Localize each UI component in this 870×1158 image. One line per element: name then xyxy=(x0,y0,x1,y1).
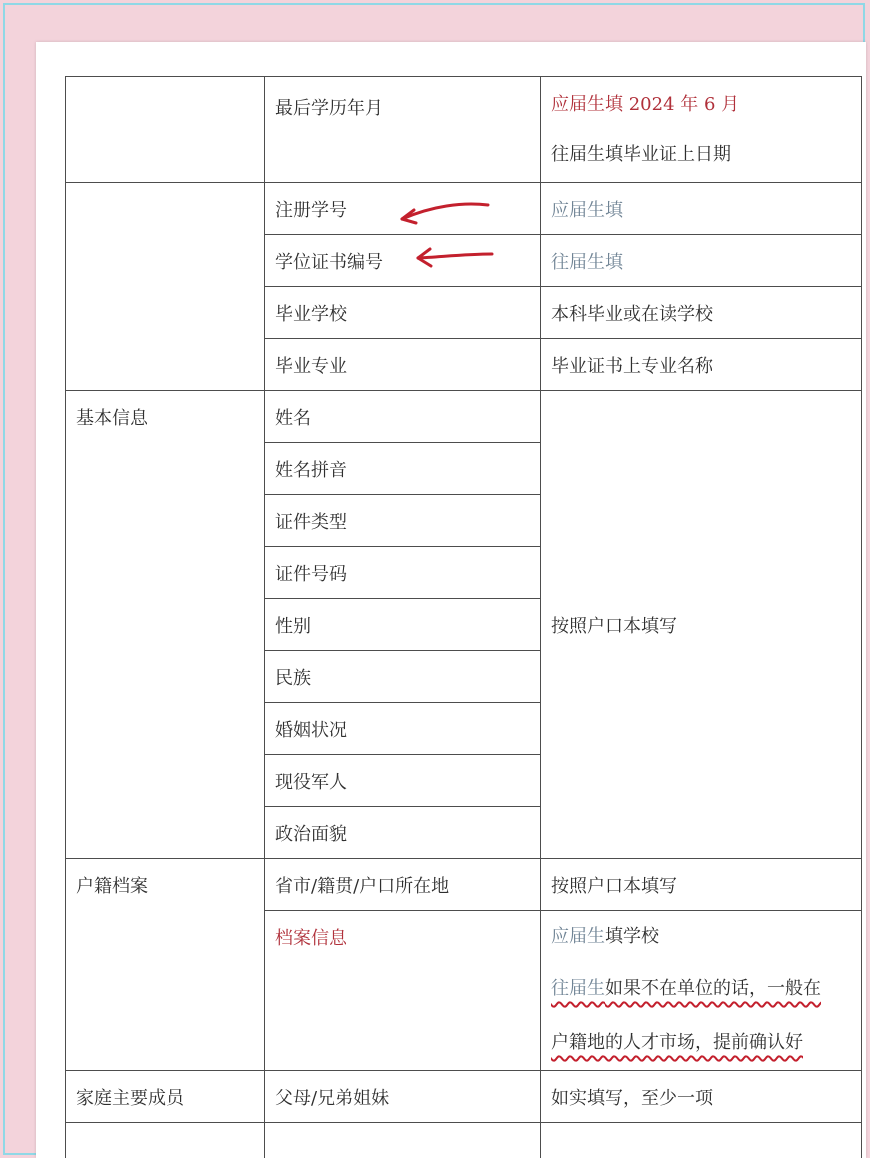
table-row xyxy=(66,391,862,443)
field-label-basic: 姓名 xyxy=(265,391,541,443)
note-fresh-grad-date: 应届生填 2024 年 6 月 xyxy=(551,94,740,115)
category-cell-empty xyxy=(66,183,265,391)
field-label-family: 父母/兄弟姐妹 xyxy=(265,1071,541,1123)
note-school: 本科毕业或在读学校 xyxy=(541,287,862,339)
note-previous-grad-date: 往届生填毕业证上日期 xyxy=(551,144,731,165)
red-arrow-icon xyxy=(406,240,506,276)
note-archive-prev-line2 xyxy=(551,1007,861,1061)
field-label-basic: 证件类型 xyxy=(265,495,541,547)
note-archive-fresh xyxy=(551,915,861,955)
note-basic-info: 按照户口本填写 xyxy=(541,391,862,859)
field-label-basic: 民族 xyxy=(265,651,541,703)
field-label-basic: 证件号码 xyxy=(265,547,541,599)
note-hukou-place: 按照户口本填写 xyxy=(541,859,862,911)
empty-cell xyxy=(66,1123,265,1158)
field-label-degree-no: 学位证书编号 xyxy=(265,235,541,287)
field-label-basic: 现役军人 xyxy=(265,755,541,807)
field-label-basic: 政治面貌 xyxy=(265,807,541,859)
highlighted-note-2: 户籍地的人才市场，提前确认好 xyxy=(551,1032,803,1053)
field-label-major: 毕业专业 xyxy=(265,339,541,391)
field-label-reg-no: 注册学号 xyxy=(265,183,541,235)
category-family: 家庭主要成员 xyxy=(66,1071,265,1123)
field-label-grad-date: 最后学历年月 xyxy=(265,77,541,183)
previous-grad-text: 如果不在单位的话，一般在 xyxy=(605,978,821,999)
category-cell-empty xyxy=(66,77,265,183)
table-row xyxy=(66,77,862,183)
field-label-basic: 性别 xyxy=(265,599,541,651)
note-family: 如实填写，至少一项 xyxy=(541,1071,862,1123)
category-basic-info: 基本信息 xyxy=(66,391,265,859)
document-page xyxy=(36,42,866,1158)
empty-cell xyxy=(541,1123,862,1158)
field-label-hukou-place: 省市/籍贯/户口所在地 xyxy=(265,859,541,911)
field-label-basic: 姓名拼音 xyxy=(265,443,541,495)
note-cell-grad-date xyxy=(541,77,862,183)
highlighted-note-1 xyxy=(551,978,821,999)
note-archive-prev-line1 xyxy=(551,955,861,1007)
category-hukou: 户籍档案 xyxy=(66,859,265,1071)
table-row xyxy=(66,1123,862,1158)
note-reg-no: 应届生填 xyxy=(541,183,862,235)
note-degree-no: 往届生填 xyxy=(541,235,862,287)
table-row xyxy=(66,1071,862,1123)
field-label-archive: 档案信息 xyxy=(265,911,541,1071)
table-row xyxy=(66,859,862,911)
note-major: 毕业证书上专业名称 xyxy=(541,339,862,391)
fresh-grad-text: 填学校 xyxy=(605,926,659,947)
field-label-basic: 婚姻状况 xyxy=(265,703,541,755)
form-guide-table xyxy=(65,76,862,1158)
empty-cell xyxy=(265,1123,541,1158)
fresh-grad-label: 应届生 xyxy=(551,926,605,947)
field-label-school: 毕业学校 xyxy=(265,287,541,339)
previous-grad-label: 往届生 xyxy=(551,978,605,999)
red-arrow-icon xyxy=(392,194,502,234)
note-archive xyxy=(541,911,862,1071)
